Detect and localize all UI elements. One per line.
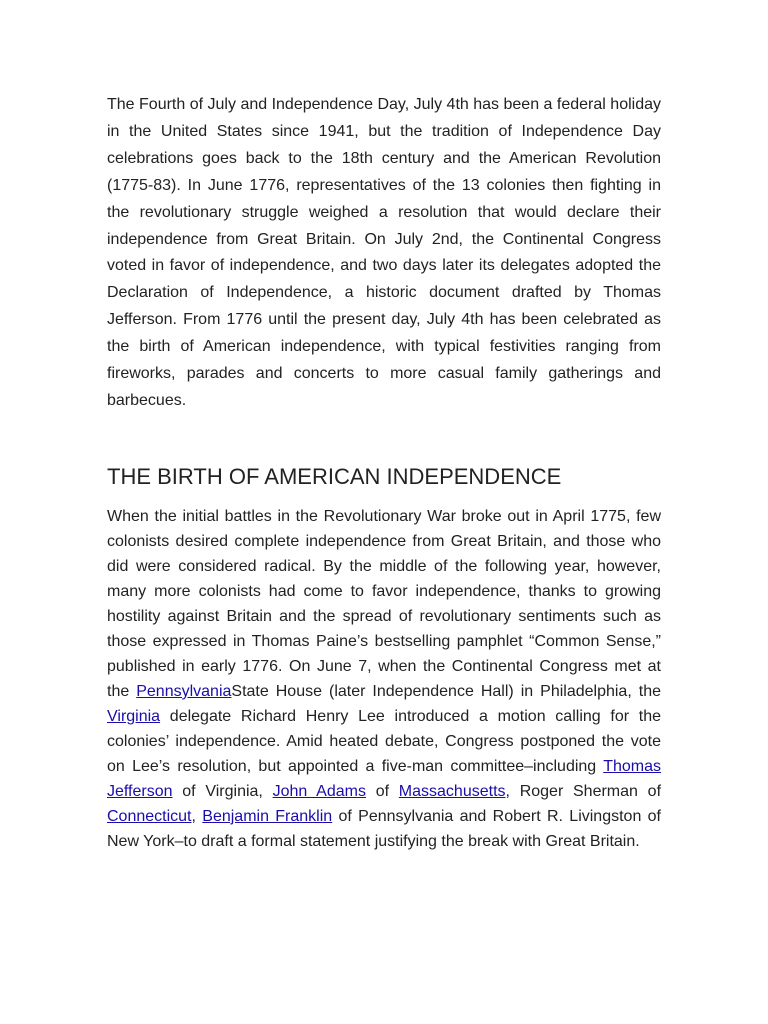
paragraph-text: , Roger Sherman of xyxy=(505,783,662,800)
link-pennsylvania[interactable]: Pennsylvania xyxy=(136,683,232,700)
paragraph-text: , xyxy=(191,808,203,825)
link-benjamin-franklin[interactable]: Benjamin Franklin xyxy=(202,808,333,825)
paragraph-text: When the initial battles in the Revolutionary War broke out in April 1775, few colonists desired complete independence from Great Britain, and those who did were considered radical. By the middle of the following year, however, many more colonists had come to favor independence, thanks to growing hostility against Britain and the spread of revolutionary sentiments such as those expressed in Thomas Paine’s bestselling pamphlet “Common Sense,” published in early 1776. On June 7, when the Continental Congress met at the xyxy=(107,508,661,700)
document-page xyxy=(107,92,662,850)
paragraph-text: of xyxy=(365,783,399,800)
link-connecticut[interactable]: Connecticut xyxy=(107,808,192,825)
paragraph-text: of Virginia, xyxy=(172,783,273,800)
paragraph-text: State House (later Independence Hall) in Philadelphia, the xyxy=(231,683,661,700)
section-heading: THE BIRTH OF AMERICAN INDEPENDENCE xyxy=(107,464,562,489)
link-massachusetts[interactable]: Massachusetts xyxy=(398,783,506,800)
link-john-adams[interactable]: John Adams xyxy=(272,783,366,800)
link-virginia[interactable]: Virginia xyxy=(107,708,161,725)
paragraph-text: of Pennsylvania and Robert R. Livingston of New York–to draft a formal statement justifying the break with Great Britain. xyxy=(107,808,661,850)
section-paragraph xyxy=(107,504,661,854)
intro-paragraph: The Fourth of July and Independence Day, July 4th has been a federal holiday in the United States since 1941, but the tradition of Independence Day celebrations goes back to the 18th century and the American Revolution (1775-83). In June 1776, representatives of the 13 colonies then fighting in the revolutionary struggle weighed a resolution that would declare their independence from Great Britain. On July 2nd, the Continental Congress voted in favor of independence, and two days later its delegates adopted the Declaration of Independence, a historic document drafted by Thomas Jefferson. From 1776 until the present day, July 4th has been celebrated as the birth of American independence, with typical festivities ranging from fireworks, parades and concerts to more casual family gatherings and barbecues. xyxy=(107,96,661,409)
link-thomas-jefferson[interactable]: Thomas Jefferson xyxy=(107,758,661,800)
paragraph-text: delegate Richard Henry Lee introduced a motion calling for the colonies’ independence. Amid heated debate, Congress postponed the vote on Lee’s resolution, but appointed a five-man committee–including xyxy=(107,708,661,775)
